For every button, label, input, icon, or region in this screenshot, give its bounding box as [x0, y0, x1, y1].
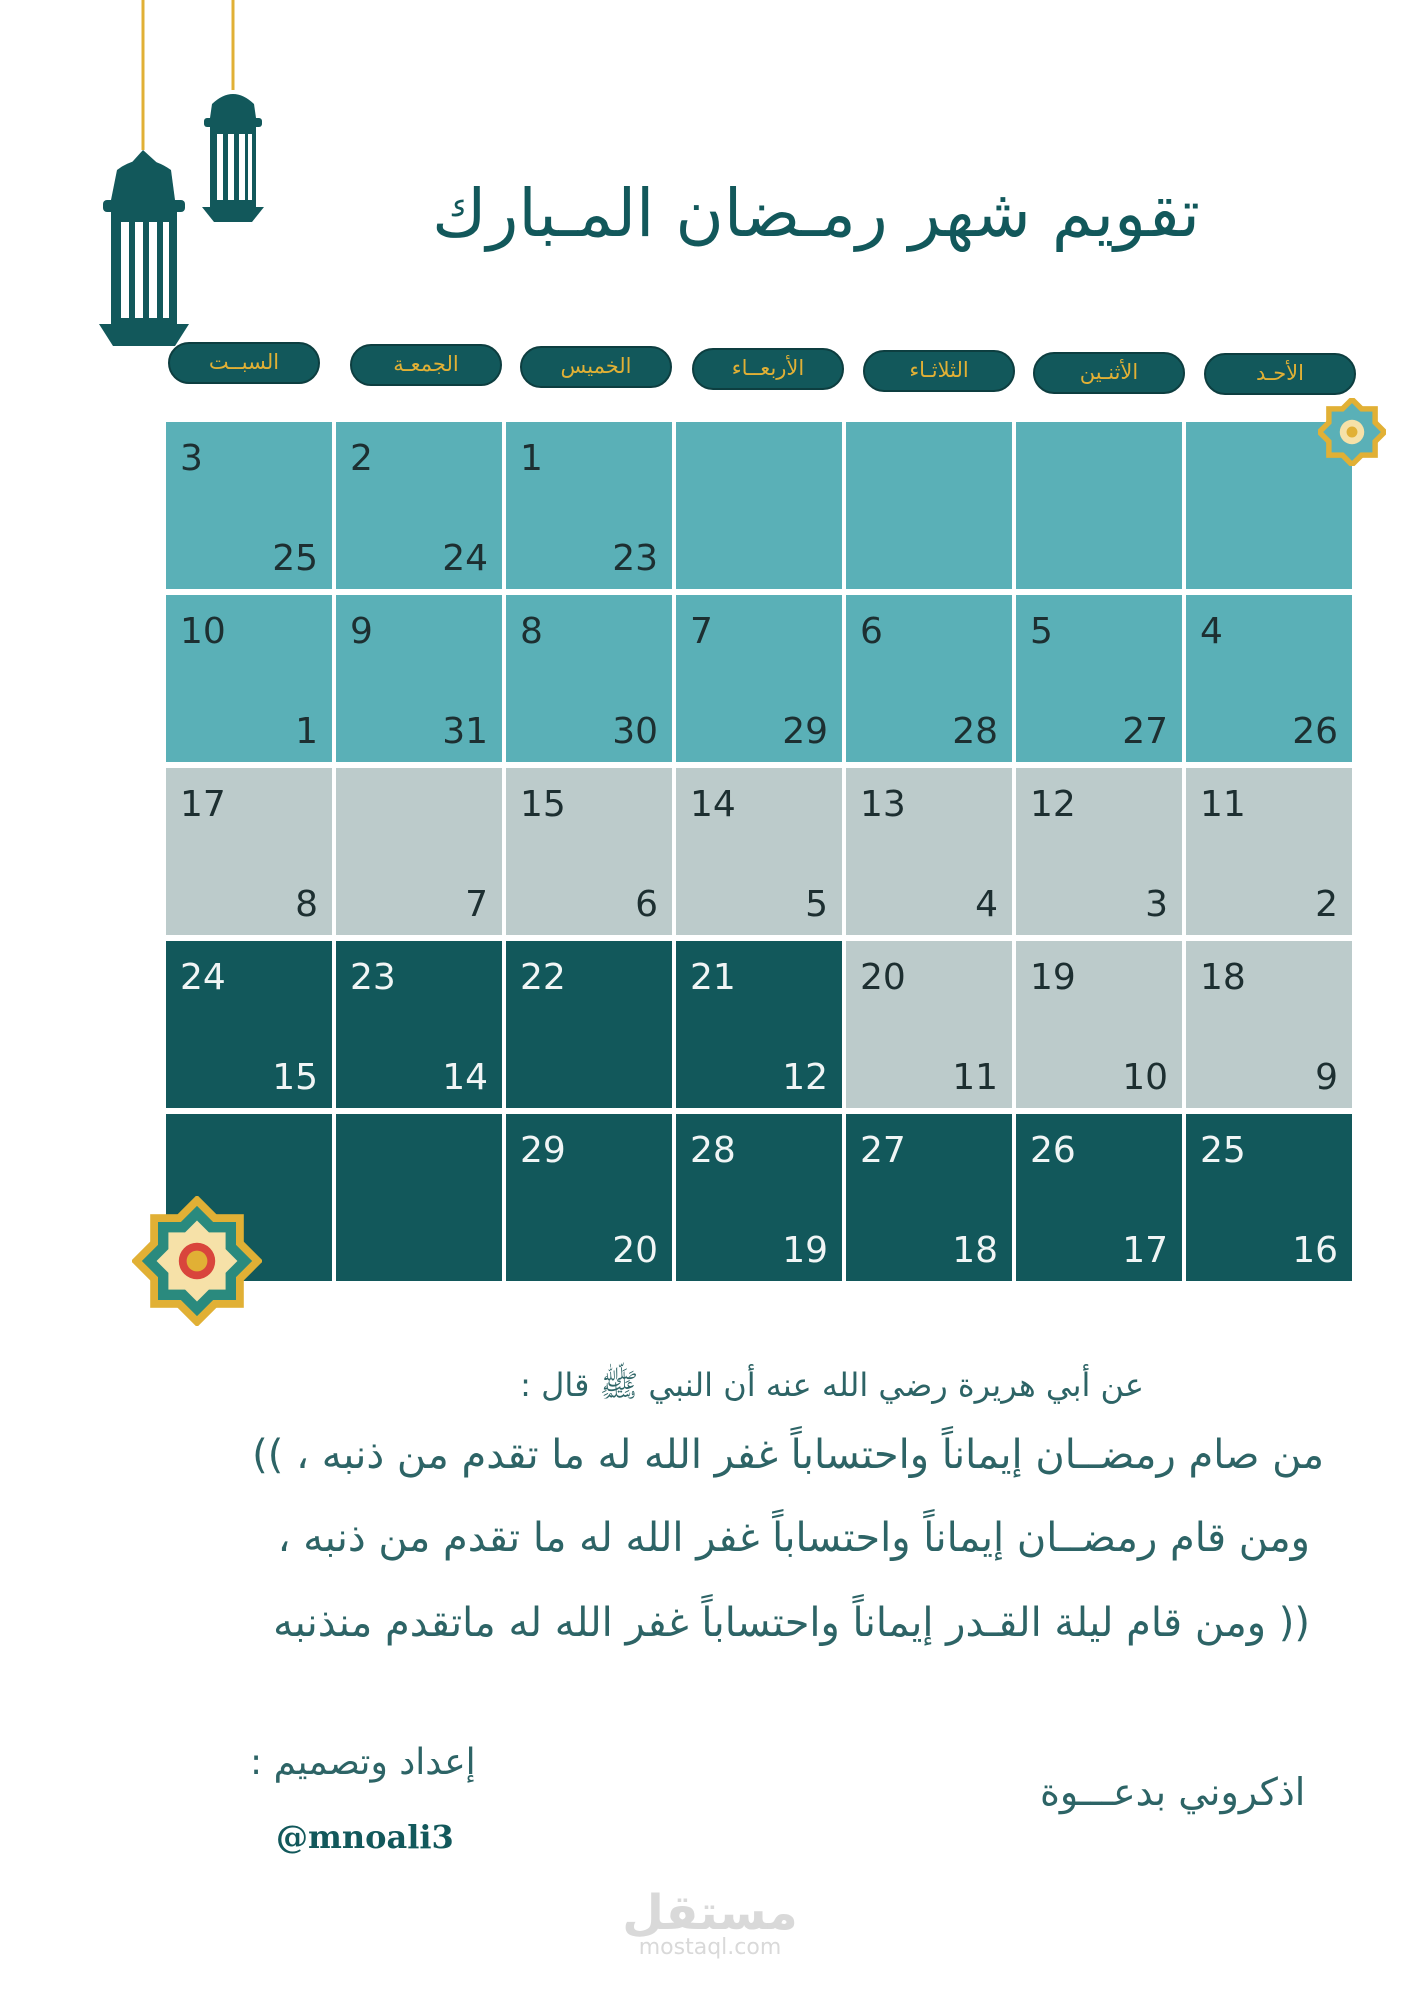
calendar-day-cell — [166, 422, 332, 589]
calendar-day-cell — [506, 595, 672, 762]
hadith-intro: عن أبي هريرة رضي الله عنه أن النبي ﷺ قال : — [520, 1366, 1144, 1404]
hijri-day-number: 8 — [520, 611, 543, 652]
calendar-day-cell — [846, 595, 1012, 762]
gregorian-day-number: 14 — [442, 1057, 488, 1098]
hijri-day-number: 17 — [180, 784, 226, 825]
hijri-day-number: 24 — [180, 957, 226, 998]
calendar-day-cell — [1186, 768, 1352, 935]
calendar-day-cell — [1016, 422, 1182, 589]
calendar-day-cell — [1186, 595, 1352, 762]
hijri-day-number: 3 — [180, 438, 203, 479]
hadith-line-3: (( ومن قام ليلة القـدر إيماناً واحتساباً غفر الله له ماتقدم منذنبه — [273, 1600, 1310, 1646]
hijri-day-number: 25 — [1200, 1130, 1246, 1171]
calendar-day-cell — [846, 1114, 1012, 1281]
hijri-day-number: 26 — [1030, 1130, 1076, 1171]
gregorian-day-number: 18 — [952, 1230, 998, 1271]
calendar-day-cell — [166, 595, 332, 762]
calendar-day-cell — [1016, 941, 1182, 1108]
hijri-day-number: 7 — [690, 611, 713, 652]
gregorian-day-number: 16 — [1292, 1230, 1338, 1271]
hadith-line-1: من صام رمضــان إيماناً واحتساباً غفر الله له ما تقدم من ذنبه ، )) — [252, 1432, 1324, 1478]
gregorian-day-number: 27 — [1122, 711, 1168, 752]
gregorian-day-number: 2 — [1315, 884, 1338, 925]
hijri-day-number: 27 — [860, 1130, 906, 1171]
watermark-url: mostaql.com — [638, 1935, 782, 1960]
gregorian-day-number: 20 — [612, 1230, 658, 1271]
hijri-day-number: 2 — [350, 438, 373, 479]
weekday-label: الأربعــاء — [692, 348, 844, 390]
hijri-day-number: 29 — [520, 1130, 566, 1171]
gregorian-day-number: 12 — [782, 1057, 828, 1098]
calendar-grid — [166, 422, 1356, 1286]
lantern-small-icon — [198, 0, 268, 230]
gregorian-day-number: 26 — [1292, 711, 1338, 752]
calendar-day-cell — [166, 768, 332, 935]
weekday-label: الثلاثـاء — [863, 350, 1015, 392]
gregorian-day-number: 10 — [1122, 1057, 1168, 1098]
weekday-label: الأثنـين — [1033, 352, 1185, 394]
gregorian-day-number: 23 — [612, 538, 658, 579]
calendar-day-cell — [336, 941, 502, 1108]
hijri-day-number: 18 — [1200, 957, 1246, 998]
hijri-day-number: 15 — [520, 784, 566, 825]
hadith-line-2: ومن قام رمضــان إيماناً واحتساباً غفر الله له ما تقدم من ذنبه ، — [277, 1515, 1310, 1561]
calendar-day-cell — [336, 422, 502, 589]
hijri-day-number: 11 — [1200, 784, 1246, 825]
hijri-day-number: 14 — [690, 784, 736, 825]
gregorian-day-number: 30 — [612, 711, 658, 752]
gregorian-day-number: 25 — [272, 538, 318, 579]
gregorian-day-number: 31 — [442, 711, 488, 752]
calendar-day-cell — [506, 422, 672, 589]
hijri-day-number: 23 — [350, 957, 396, 998]
gregorian-day-number: 17 — [1122, 1230, 1168, 1271]
calendar-day-cell — [506, 768, 672, 935]
calendar-day-cell — [676, 1114, 842, 1281]
gregorian-day-number: 28 — [952, 711, 998, 752]
watermark-arabic: مستقل — [622, 1885, 798, 1941]
designer-handle: @mnoali3 — [276, 1818, 454, 1856]
gregorian-day-number: 1 — [295, 711, 318, 752]
calendar-day-cell — [846, 422, 1012, 589]
calendar-day-cell — [336, 768, 502, 935]
hijri-day-number: 13 — [860, 784, 906, 825]
hijri-day-number: 1 — [520, 438, 543, 479]
calendar-day-cell — [1186, 1114, 1352, 1281]
calendar-day-cell — [1186, 941, 1352, 1108]
weekday-label: الخميس — [520, 346, 672, 388]
hijri-day-number: 4 — [1200, 611, 1223, 652]
hijri-day-number: 21 — [690, 957, 736, 998]
weekday-label: الجمعـة — [350, 344, 502, 386]
page-title: تقويم شهر رمـضان المـبارك — [432, 175, 1200, 252]
calendar-day-cell — [336, 1114, 502, 1281]
calendar-day-cell — [846, 768, 1012, 935]
gregorian-day-number: 8 — [295, 884, 318, 925]
prepared-by-label: إعداد وتصميم : — [250, 1742, 476, 1783]
calendar-day-cell — [1016, 768, 1182, 935]
calendar-day-cell — [846, 941, 1012, 1108]
gregorian-day-number: 6 — [635, 884, 658, 925]
hijri-day-number: 6 — [860, 611, 883, 652]
hijri-day-number: 19 — [1030, 957, 1076, 998]
calendar-day-cell — [336, 595, 502, 762]
watermark — [620, 1885, 800, 1960]
star-ornament-icon — [132, 1196, 262, 1326]
gregorian-day-number: 9 — [1315, 1057, 1338, 1098]
calendar-day-cell — [1016, 1114, 1182, 1281]
hijri-day-number: 12 — [1030, 784, 1076, 825]
hijri-day-number: 28 — [690, 1130, 736, 1171]
calendar-day-cell — [676, 422, 842, 589]
hijri-day-number: 5 — [1030, 611, 1053, 652]
gregorian-day-number: 19 — [782, 1230, 828, 1271]
gregorian-day-number: 15 — [272, 1057, 318, 1098]
calendar-day-cell — [676, 768, 842, 935]
gregorian-day-number: 11 — [952, 1057, 998, 1098]
weekday-label: السبــت — [168, 342, 320, 384]
weekday-label: الأحـد — [1204, 353, 1356, 395]
star-ornament-icon — [1318, 398, 1386, 466]
hijri-day-number: 10 — [180, 611, 226, 652]
gregorian-day-number: 3 — [1145, 884, 1168, 925]
gregorian-day-number: 4 — [975, 884, 998, 925]
calendar-day-cell — [506, 941, 672, 1108]
hijri-day-number: 9 — [350, 611, 373, 652]
calendar-day-cell — [166, 941, 332, 1108]
calendar-day-cell — [676, 941, 842, 1108]
remember-me-text: اذكروني بدعـــوة — [1040, 1770, 1306, 1814]
hijri-day-number: 22 — [520, 957, 566, 998]
gregorian-day-number: 7 — [465, 884, 488, 925]
calendar-day-cell — [506, 1114, 672, 1281]
lantern-large-icon — [95, 0, 195, 360]
calendar-day-cell — [676, 595, 842, 762]
gregorian-day-number: 29 — [782, 711, 828, 752]
calendar-day-cell — [1016, 595, 1182, 762]
gregorian-day-number: 5 — [805, 884, 828, 925]
hijri-day-number: 20 — [860, 957, 906, 998]
gregorian-day-number: 24 — [442, 538, 488, 579]
